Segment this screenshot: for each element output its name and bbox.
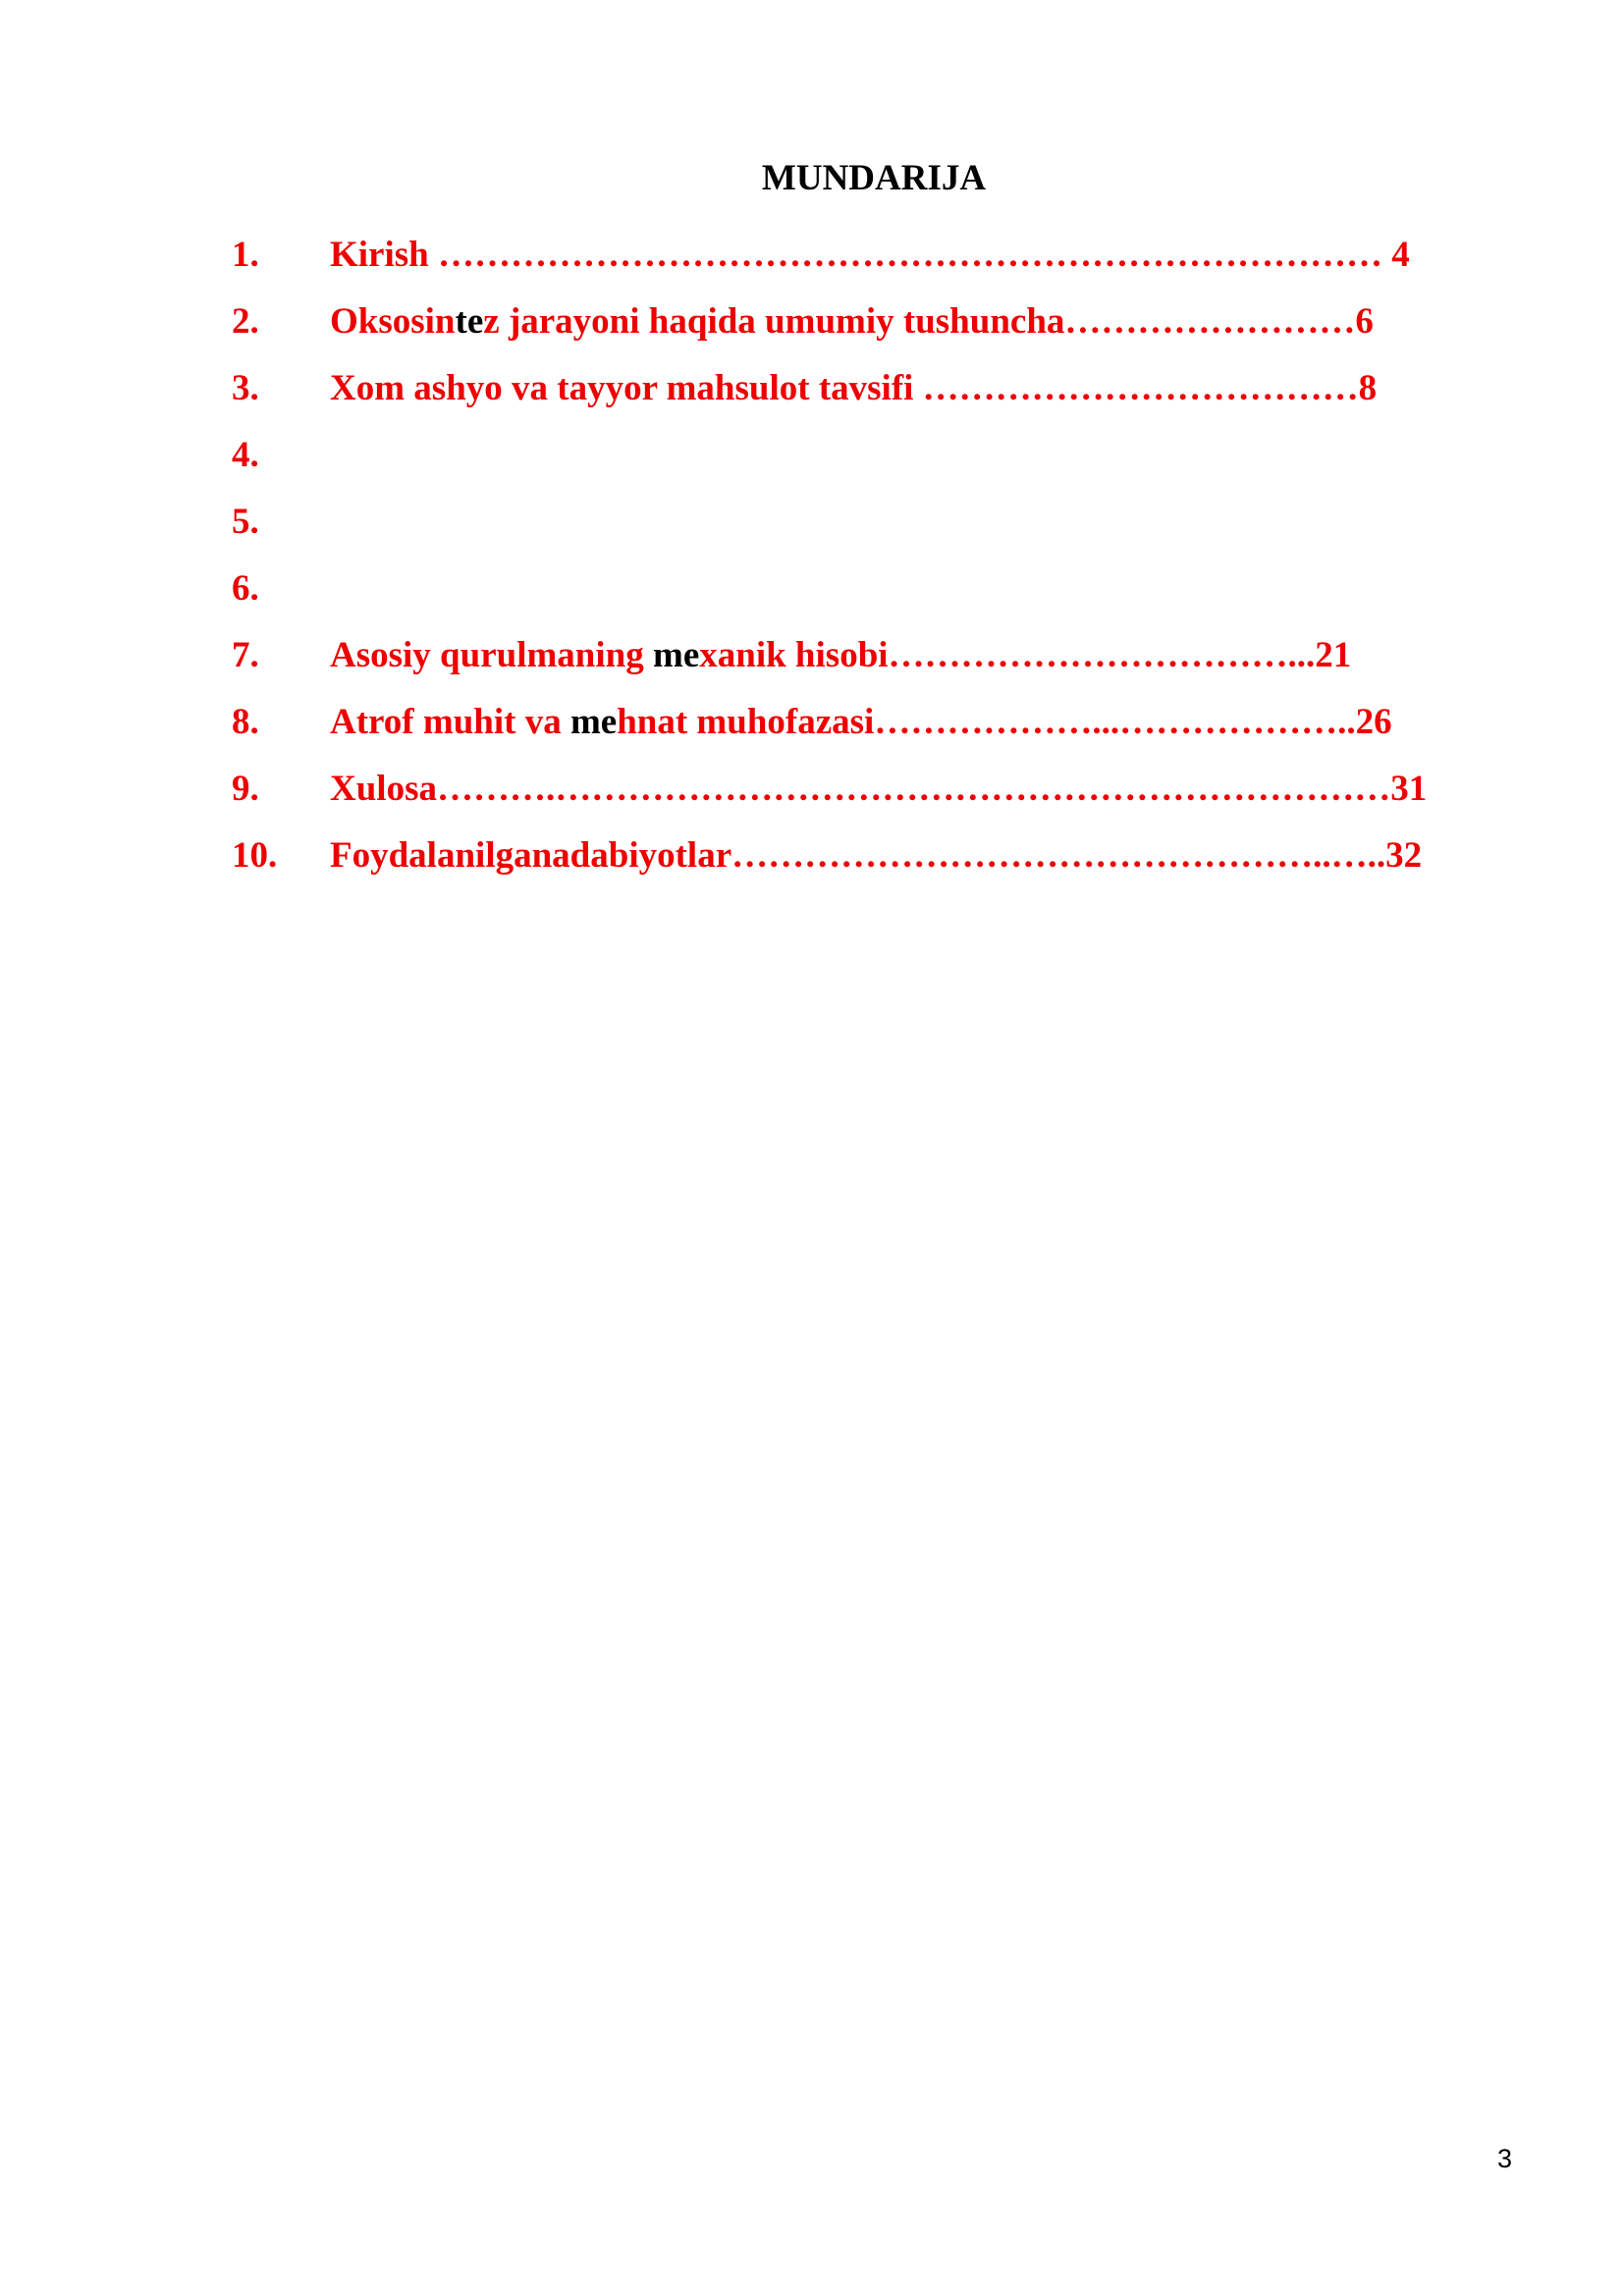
toc-entry-9	[232, 762, 1508, 828]
toc-entry-text	[330, 695, 1392, 750]
toc-entry-10	[232, 828, 1508, 895]
toc-entry-title-part: te	[455, 301, 484, 342]
toc-entry-number: 2.	[232, 301, 259, 342]
toc-entry-6	[232, 561, 1508, 628]
toc-entry-number: 6.	[232, 568, 259, 609]
toc-entry-title-part: xanik hisobi……………………………...21	[699, 635, 1352, 675]
toc-entry-text	[330, 628, 1351, 683]
toc-entry-text	[330, 228, 1410, 283]
toc-entry-number: 8.	[232, 702, 259, 742]
toc-entry-text	[330, 828, 1422, 883]
toc-entry-title-part: Asosiy qurulmaning	[330, 635, 653, 675]
toc-entry-title: Xom ashyo va tayyor mahsulot tavsifi ………………………………8	[330, 368, 1378, 408]
toc-entry-number: 7.	[232, 635, 259, 675]
toc-entry-4	[232, 428, 1508, 495]
toc-entry-number: 3.	[232, 368, 259, 408]
toc-entry-8	[232, 695, 1508, 762]
toc-entry-title-part: z jarayoni haqida umumiy tushuncha……………………6	[483, 301, 1374, 342]
toc-entry-number: 9.	[232, 769, 259, 809]
toc-entry-title-part: Oksosin	[330, 301, 456, 342]
toc-entry-7	[232, 628, 1508, 695]
toc-entry-title-part: me	[653, 635, 700, 675]
toc-entry-title: Xulosa……….……………………………………………………………31	[330, 769, 1428, 809]
toc-entry-title-part: hnat muhofazasi………………...………………..26	[617, 702, 1392, 742]
toc-entry-2	[232, 294, 1508, 361]
toc-entry-title: Kirish …………………………………………………………………… 4	[330, 235, 1410, 275]
toc-entry-title-part: me	[569, 702, 618, 742]
toc-entry-1	[232, 228, 1508, 294]
toc-entry-text	[330, 361, 1377, 416]
toc-entry-text	[330, 294, 1374, 349]
toc-entry-number: 1.	[232, 235, 259, 275]
toc-entry-title: Foydalanilganadabiyotlar…………………………………………..…..32	[330, 835, 1423, 876]
toc-entry-number: 10.	[232, 835, 278, 876]
toc-title: MUNDARIJA	[761, 158, 987, 198]
toc-entry-title-part: Atrof muhit va	[330, 702, 570, 742]
toc-entry-3	[232, 361, 1508, 428]
toc-entry-text	[330, 762, 1427, 817]
toc-entry-number: 4.	[232, 435, 259, 475]
page-number: 3	[1497, 2144, 1513, 2173]
toc-entry-number: 5.	[232, 502, 259, 542]
toc-entry-5	[232, 495, 1508, 561]
table-of-contents	[232, 228, 1508, 895]
